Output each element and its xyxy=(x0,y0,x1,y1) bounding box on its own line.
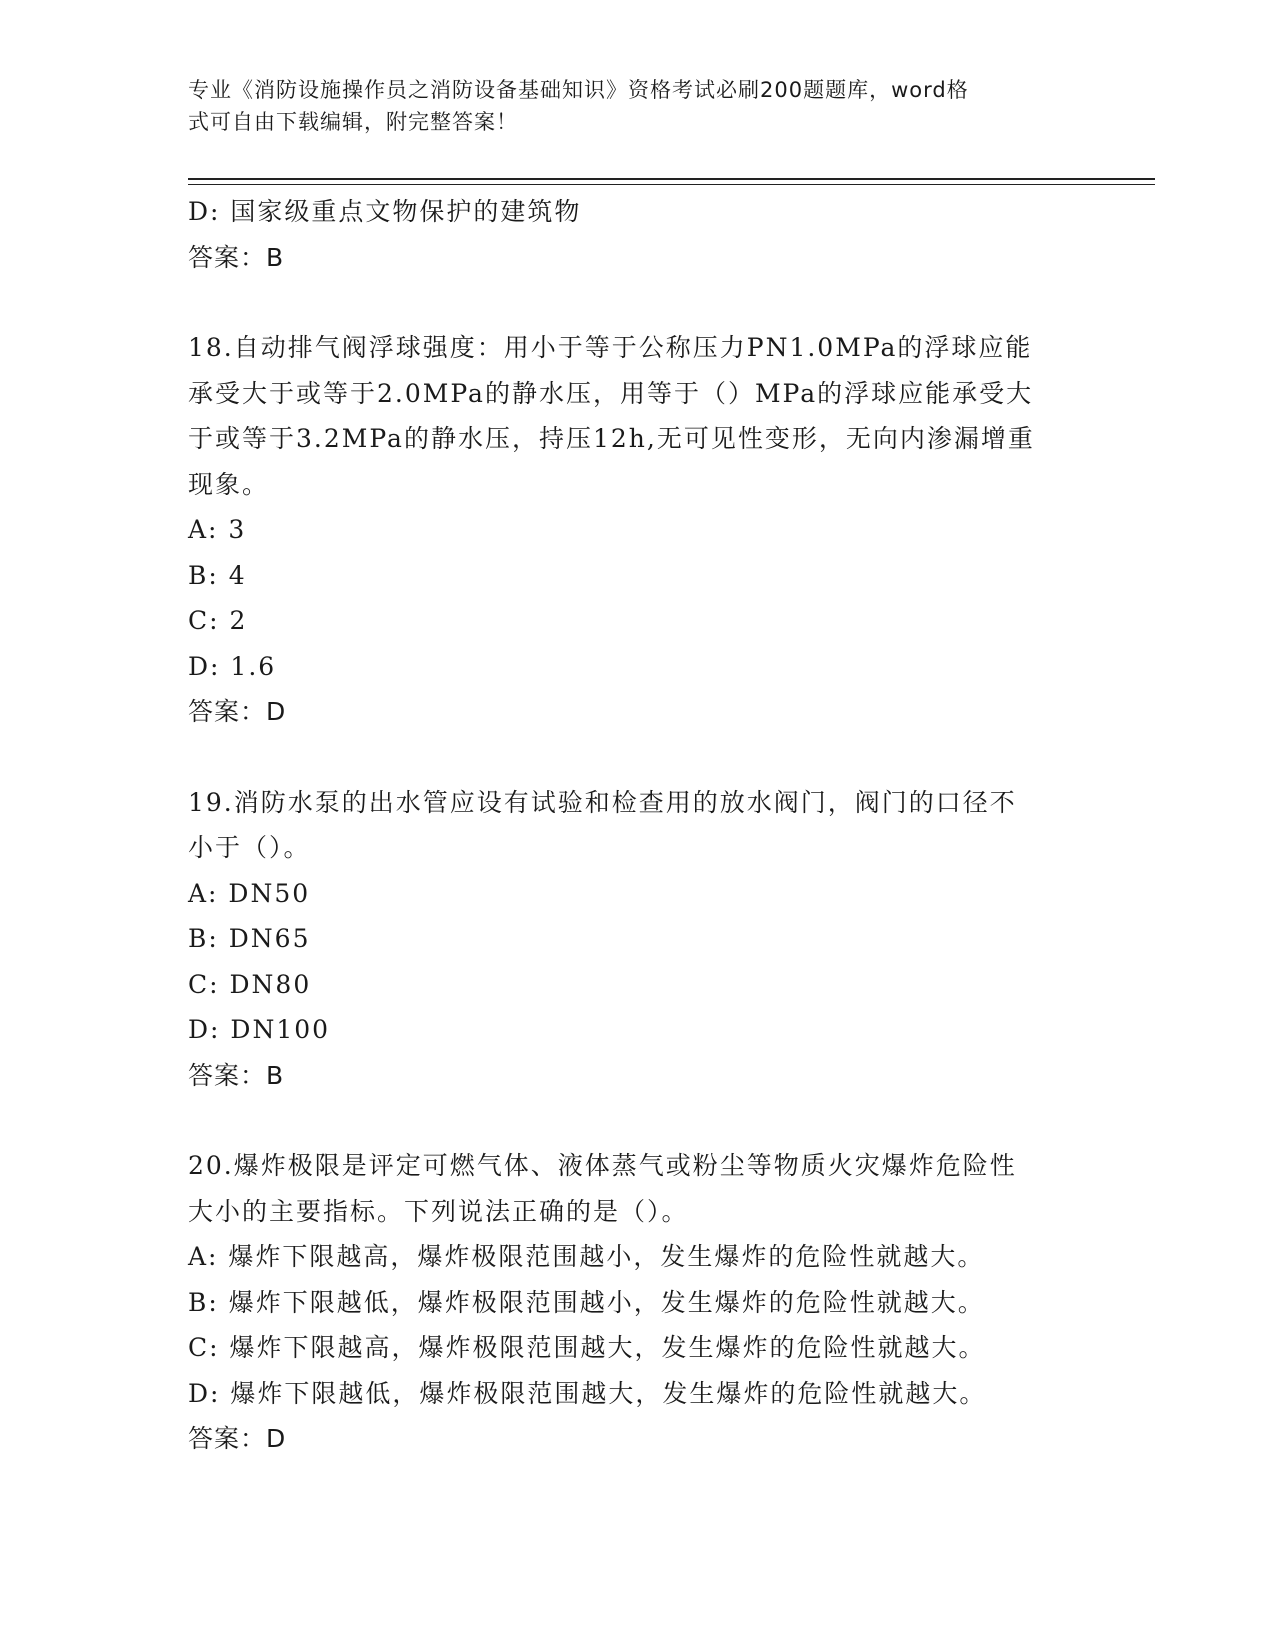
question-20 xyxy=(188,1143,1088,1462)
question-text-line: 大小的主要指标。下列说法正确的是（）。 xyxy=(188,1196,689,1226)
header-rule-thick xyxy=(188,178,1155,180)
option-a: A: DN50 xyxy=(188,878,311,908)
option-c: C: 2 xyxy=(188,606,248,635)
option-b: B: 爆炸下限越低，爆炸极限范围越小，发生爆炸的危险性就越大。 xyxy=(188,1287,985,1317)
question-19 xyxy=(188,780,1088,1099)
page-header xyxy=(188,74,1068,138)
question-text-line: 承受大于或等于2.0MPa的静水压，用等于（）MPa的浮球应能承受大 xyxy=(188,378,1034,408)
header-line-2: 式可自由下载编辑，附完整答案！ xyxy=(188,110,518,134)
question-text-line: 18.自动排气阀浮球强度：用小于等于公称压力PN1.0MPa的浮球应能 xyxy=(188,333,1033,362)
answer-line: 答案：B xyxy=(188,242,285,272)
question-text-line: 小于（）。 xyxy=(188,833,311,862)
option-d: D: 1.6 xyxy=(188,651,277,681)
question-text-line: 于或等于3.2MPa的静水压，持压12h,无可见性变形，无向内渗漏增重 xyxy=(188,424,1035,453)
question-text-line: 现象。 xyxy=(188,469,270,499)
option-c: C: DN80 xyxy=(188,969,312,999)
question-18 xyxy=(188,325,1088,735)
option-b: B: DN65 xyxy=(188,924,311,953)
header-line-1: 专业《消防设施操作员之消防设备基础知识》资格考试必刷200题题库，word格 xyxy=(188,78,969,102)
option-d: D: 爆炸下限越低，爆炸极限范围越大，发生爆炸的危险性就越大。 xyxy=(188,1378,987,1408)
option-c: C: 爆炸下限越高，爆炸极限范围越大，发生爆炸的危险性就越大。 xyxy=(188,1333,986,1362)
header-rule-thin xyxy=(188,184,1155,185)
option-a: A: 爆炸下限越高，爆炸极限范围越小，发生爆炸的危险性就越大。 xyxy=(188,1242,985,1271)
answer-line: 答案：D xyxy=(188,697,287,726)
answer-line: 答案：B xyxy=(188,1060,285,1090)
option-b: B: 4 xyxy=(188,560,247,590)
question-text-line: 19.消防水泵的出水管应设有试验和检查用的放水阀门，阀门的口径不 xyxy=(188,787,1017,817)
option-d: D: 国家级重点文物保护的建筑物 xyxy=(188,197,582,226)
document-body xyxy=(188,189,1088,1462)
option-d: D: DN100 xyxy=(188,1015,331,1044)
answer-line: 答案：D xyxy=(188,1424,287,1453)
question-17-tail xyxy=(188,189,1088,280)
option-a: A: 3 xyxy=(188,515,247,544)
question-text-line: 20.爆炸极限是评定可燃气体、液体蒸气或粉尘等物质火灾爆炸危险性 xyxy=(188,1151,1017,1180)
